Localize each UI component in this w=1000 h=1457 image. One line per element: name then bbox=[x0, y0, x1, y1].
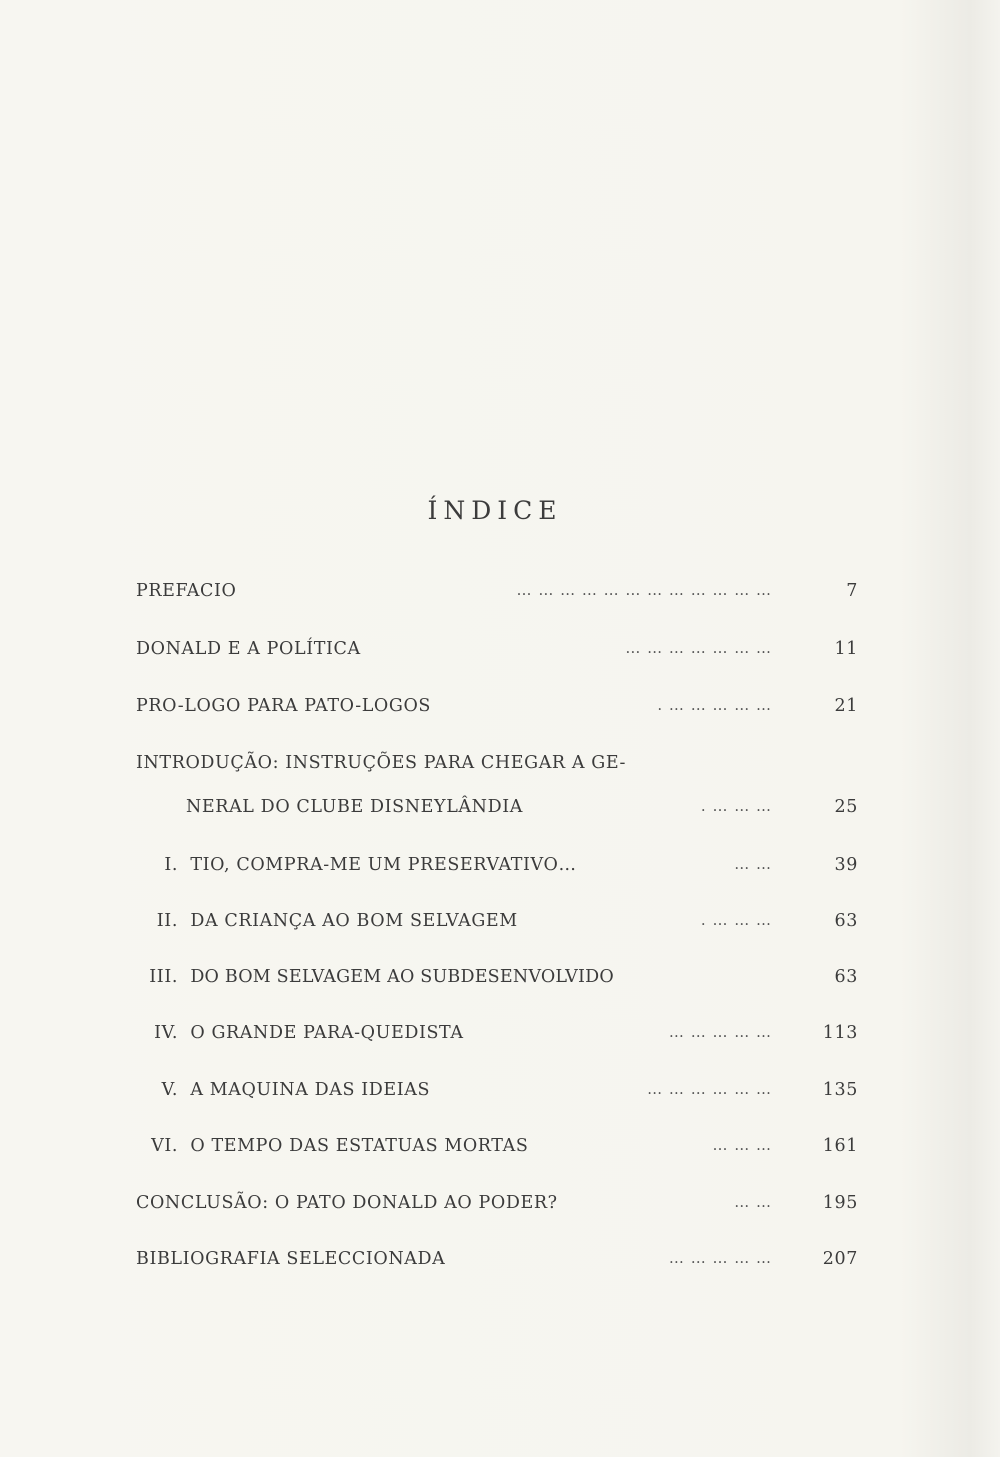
toc-entry-chapter-iii bbox=[136, 967, 858, 997]
toc-entry-number: III. bbox=[149, 967, 178, 987]
toc-entry-introducao bbox=[136, 753, 858, 783]
toc-entry-chapter-i bbox=[136, 855, 858, 885]
toc-entry-number: IV. bbox=[154, 1023, 178, 1043]
toc-entry-leader: . … … … bbox=[700, 911, 772, 929]
toc-entry-page: 195 bbox=[822, 1193, 858, 1213]
toc-entry-page: 161 bbox=[822, 1136, 858, 1156]
toc-entry-page: 207 bbox=[822, 1249, 858, 1269]
toc-entry-number: V. bbox=[161, 1080, 178, 1100]
page-title: ÍNDICE bbox=[427, 496, 563, 525]
toc-entry-title-line bbox=[136, 967, 614, 987]
toc-entry-chapter-ii bbox=[136, 911, 858, 941]
toc-entry-title: PRO-LOGO PARA PATO-LOGOS bbox=[136, 696, 431, 716]
toc-entry-page: 113 bbox=[822, 1023, 858, 1043]
toc-entry-title-line bbox=[136, 1136, 528, 1156]
toc-entry-leader: … … … … … … bbox=[647, 1080, 772, 1098]
toc-entry-number: VI. bbox=[151, 1136, 178, 1156]
toc-entry-chapter-iv bbox=[136, 1023, 858, 1053]
toc-entry-title-line bbox=[136, 911, 518, 931]
toc-entry-chapter-v bbox=[136, 1080, 858, 1110]
toc-entry-leader: … … … … … … … … … … … … bbox=[516, 581, 772, 599]
toc-entry-leader: … … bbox=[734, 1193, 772, 1211]
toc-entry-title: O GRANDE PARA-QUEDISTA bbox=[190, 1023, 464, 1043]
toc-entry-title: DO BOM SELVAGEM AO SUBDESENVOLVIDO bbox=[190, 967, 614, 987]
toc-entry-title-line bbox=[136, 1080, 430, 1100]
toc-entry-donald-politica bbox=[136, 639, 858, 669]
toc-entry-leader: . … … … bbox=[700, 797, 772, 815]
toc-entry-title: TIO, COMPRA-ME UM PRESERVATIVO… bbox=[190, 855, 577, 875]
toc-entry-page: 135 bbox=[822, 1080, 858, 1100]
toc-entry-conclusao bbox=[136, 1193, 858, 1223]
toc-entry-page: 63 bbox=[834, 967, 858, 987]
toc-entry-page: 7 bbox=[846, 581, 858, 601]
toc-entry-number: II. bbox=[156, 911, 178, 931]
toc-entry-page: 11 bbox=[834, 639, 858, 659]
toc-entry-title: DONALD E A POLÍTICA bbox=[136, 639, 361, 659]
toc-entry-title: A MAQUINA DAS IDEIAS bbox=[190, 1080, 431, 1100]
toc-entry-page: 25 bbox=[834, 797, 858, 817]
toc-entry-leader: . … … … … … bbox=[657, 696, 772, 714]
toc-entry-title: CONCLUSÃO: O PATO DONALD AO PODER? bbox=[136, 1193, 558, 1213]
toc-entry-title-line bbox=[136, 855, 577, 875]
toc-entry-leader: … … … … … bbox=[668, 1249, 772, 1267]
toc-entry-chapter-vi bbox=[136, 1136, 858, 1166]
toc-entry-leader: … … … … … bbox=[668, 1023, 772, 1041]
toc-entry-bibliografia bbox=[136, 1249, 858, 1279]
toc-entry-prefacio bbox=[136, 581, 858, 611]
toc-entry-leader: … … bbox=[734, 855, 772, 873]
toc-entry-number: I. bbox=[164, 855, 178, 875]
toc-entry-introducao-cont bbox=[136, 797, 858, 827]
toc-entry-leader: … … … … … … … bbox=[625, 639, 772, 657]
toc-entry-title: BIBLIOGRAFIA SELECCIONADA bbox=[136, 1249, 446, 1269]
toc-entry-title: NERAL DO CLUBE DISNEYLÂNDIA bbox=[186, 797, 523, 817]
toc-entry-title: DA CRIANÇA AO BOM SELVAGEM bbox=[190, 911, 518, 931]
toc-entry-title-line bbox=[136, 1023, 464, 1043]
toc-entry-page: 63 bbox=[834, 911, 858, 931]
toc-entry-leader: … … … bbox=[712, 1136, 772, 1154]
toc-entry-title: INTRODUÇÃO: INSTRUÇÕES PARA CHEGAR A GE- bbox=[136, 753, 627, 773]
toc-entry-pro-logo bbox=[136, 696, 858, 726]
toc-entry-title: O TEMPO DAS ESTATUAS MORTAS bbox=[190, 1136, 529, 1156]
toc-entry-page: 39 bbox=[834, 855, 858, 875]
toc-entry-title: PREFACIO bbox=[136, 581, 237, 601]
toc-entry-page: 21 bbox=[834, 696, 858, 716]
